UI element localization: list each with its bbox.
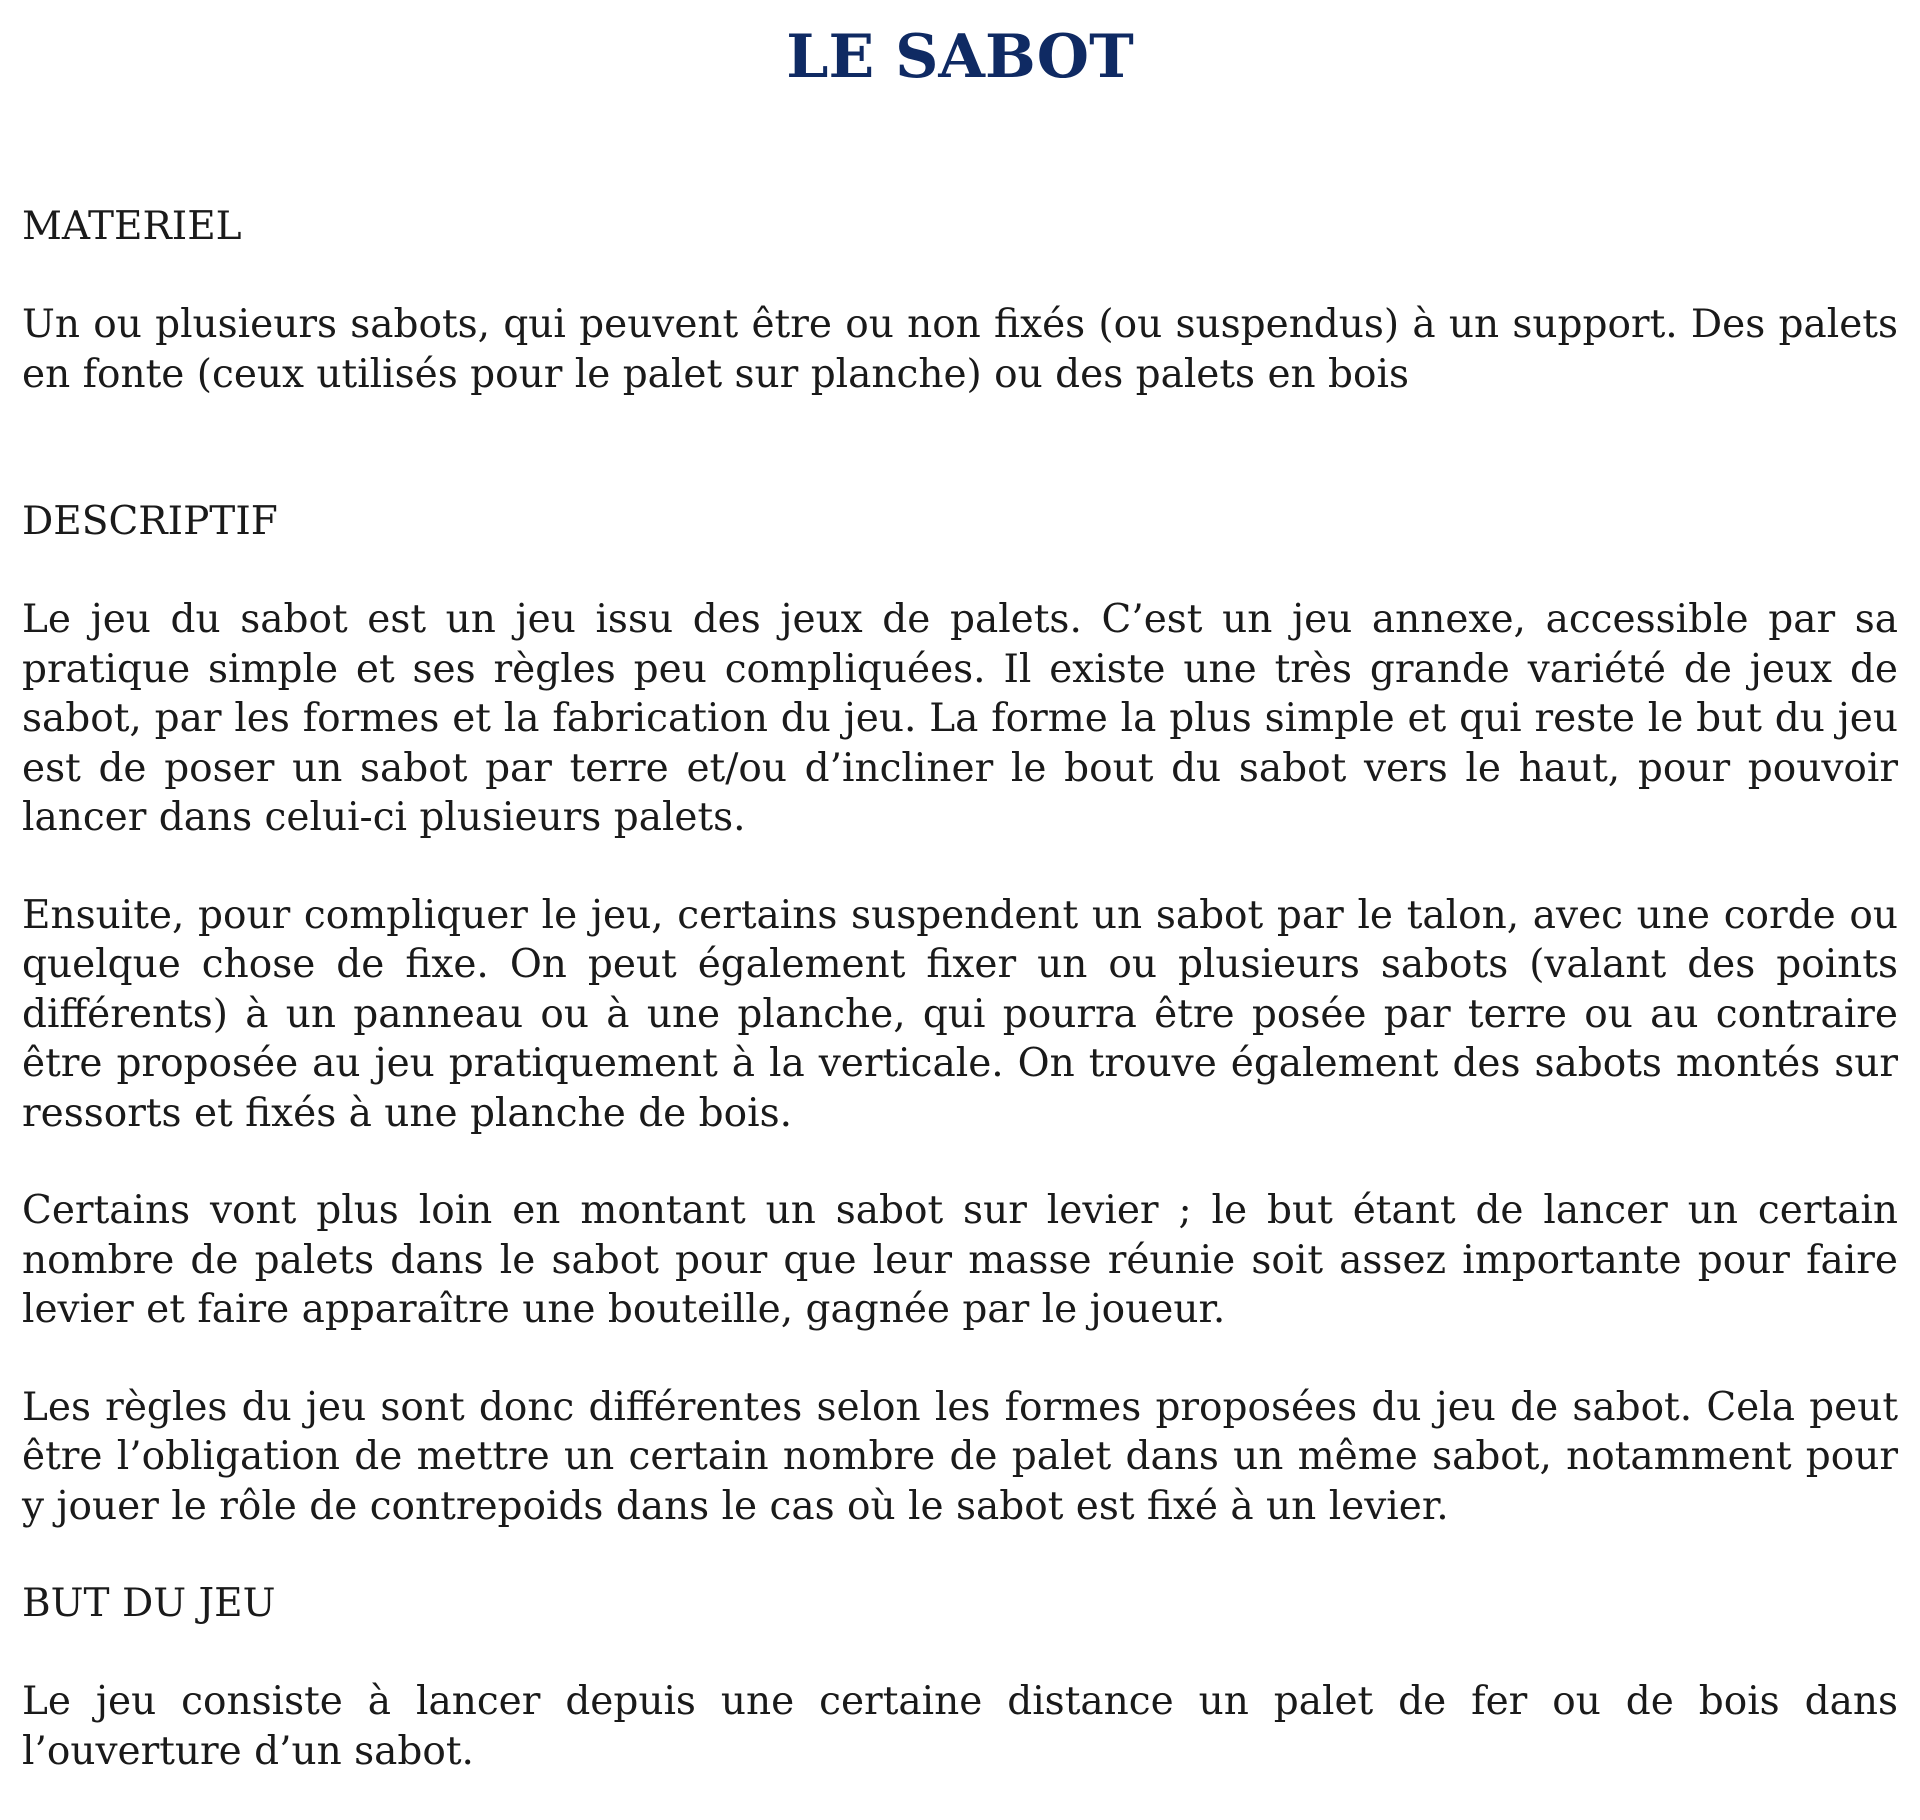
section-heading-materiel: MATERIEL (22, 204, 242, 249)
paragraph-descriptif-1: Le jeu du sabot est un jeu issu des jeux de palets. C’est un jeu annexe, accessible par sa pratique simple et ses règles peu compliquées. Il existe une très grande variété de jeux de sabot, par les formes et la fabrication du jeu. La forme la plus simple et qui reste le but du jeu est de poser un sabot par terre et/ou d’incliner le bout du sabot vers le haut, pour pouvoir lancer dans celui-ci plusieurs palets. (22, 597, 1898, 840)
paragraph-descriptif-4: Les règles du jeu sont donc différentes selon les formes proposées du jeu de sabot. Cela peut être l’obligation de mettre un certain nombre de palet dans un même sabot, notamment pour y jouer le rôle de contrepoids dans le cas où le sabot est fixé à un levier. (22, 1384, 1898, 1529)
section-heading-but-du-jeu: BUT DU JEU (22, 1581, 276, 1626)
paragraph-descriptif-2: Ensuite, pour compliquer le jeu, certains suspendent un sabot par le talon, avec une corde ou quelque chose de fixe. On peut également fixer un ou plusieurs sabots (valant des points différents) à un panneau ou à une planche, qui pourra être posée par terre ou au contraire être proposée au jeu pratiquement à la verticale. On trouve également des sabots montés sur ressorts et fixés à une planche de bois. (22, 892, 1898, 1136)
paragraph-descriptif-3: Certains vont plus loin en montant un sabot sur levier ; le but étant de lancer un certain nombre de palets dans le sabot pour que leur masse réunie soit assez importante pour faire levier et faire apparaître une bouteille, gagnée par le joueur. (22, 1188, 1898, 1332)
document-page (22, 0, 1898, 1776)
paragraph-materiel: Un ou plusieurs sabots, qui peuvent être ou non fixés (ou suspendus) à un support. Des palets en fonte (ceux utilisés pour le palet sur planche) ou des palets en bois (22, 302, 1898, 397)
document-title: LE SABOT (786, 22, 1134, 92)
section-heading-descriptif: DESCRIPTIF (22, 499, 278, 544)
paragraph-but-du-jeu: Le jeu consiste à lancer depuis une certaine distance un palet de fer ou de bois dans l’ouverture d’un sabot. (22, 1679, 1898, 1774)
